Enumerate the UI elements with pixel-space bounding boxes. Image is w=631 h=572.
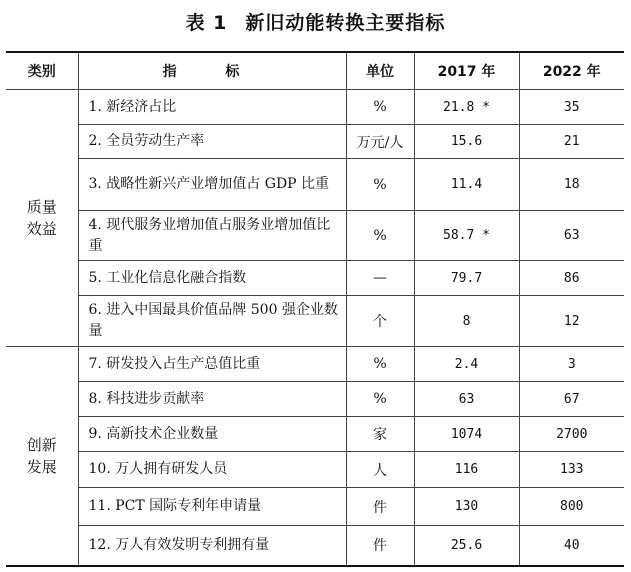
value-2017-cell: 21.8 * <box>414 90 519 125</box>
header-unit: 单位 <box>346 52 414 90</box>
header-category: 类别 <box>6 52 78 90</box>
category-cell <box>6 90 78 347</box>
category-line: 质量 <box>26 198 57 216</box>
value-2022-cell: 3 <box>519 347 624 382</box>
unit-cell: 人 <box>346 452 414 488</box>
unit-cell: % <box>346 90 414 125</box>
table-row <box>6 159 624 211</box>
value-2022-cell: 800 <box>519 488 624 526</box>
indicator-cell: 7. 研发投入占生产总值比重 <box>78 347 346 382</box>
indicator-cell: 3. 战略性新兴产业增加值占 GDP 比重 <box>78 159 346 211</box>
table-number: 表 1 <box>185 12 228 34</box>
value-2017-cell: 58.7 * <box>414 211 519 261</box>
value-2017-cell: 116 <box>414 452 519 488</box>
category-cell <box>6 347 78 566</box>
indicator-cell: 8. 科技进步贡献率 <box>78 382 346 417</box>
header-2017: 2017 年 <box>414 52 519 90</box>
indicator-cell: 11. PCT 国际专利年申请量 <box>78 488 346 526</box>
value-2017-cell: 8 <box>414 296 519 347</box>
unit-cell: — <box>346 261 414 296</box>
table-row <box>6 211 624 261</box>
unit-cell: 万元/人 <box>346 125 414 159</box>
table-row <box>6 261 624 296</box>
header-indicator: 指 标 <box>78 52 346 90</box>
value-2017-cell: 63 <box>414 382 519 417</box>
indicator-cell: 2. 全员劳动生产率 <box>78 125 346 159</box>
value-2017-cell: 1074 <box>414 417 519 452</box>
value-2022-cell: 2700 <box>519 417 624 452</box>
table-caption: 新旧动能转换主要指标 <box>245 12 446 34</box>
unit-cell: % <box>346 347 414 382</box>
value-2022-cell: 67 <box>519 382 624 417</box>
value-2022-cell: 21 <box>519 125 624 159</box>
header-row <box>6 52 624 90</box>
value-2022-cell: 86 <box>519 261 624 296</box>
table-row <box>6 526 624 566</box>
value-2017-cell: 79.7 <box>414 261 519 296</box>
unit-cell: 件 <box>346 488 414 526</box>
category-line: 发展 <box>26 457 57 476</box>
value-2022-cell: 35 <box>519 90 624 125</box>
table-row <box>6 90 624 125</box>
indicator-cell: 10. 万人拥有研发人员 <box>78 452 346 488</box>
indicator-cell: 1. 新经济占比 <box>78 90 346 125</box>
value-2022-cell: 133 <box>519 452 624 488</box>
table-row <box>6 296 624 347</box>
table-row <box>6 382 624 417</box>
indicator-cell: 6. 进入中国最具价值品牌 500 强企业数量 <box>78 296 346 347</box>
value-2022-cell: 12 <box>519 296 624 347</box>
category-line: 创新 <box>26 435 57 454</box>
unit-cell: 家 <box>346 417 414 452</box>
value-2017-cell: 2.4 <box>414 347 519 382</box>
table-row <box>6 347 624 382</box>
value-2022-cell: 63 <box>519 211 624 261</box>
table-row <box>6 452 624 488</box>
unit-cell: 件 <box>346 526 414 566</box>
indicator-cell: 4. 现代服务业增加值占服务业增加值比重 <box>78 211 346 261</box>
value-2017-cell: 11.4 <box>414 159 519 211</box>
indicator-cell: 9. 高新技术企业数量 <box>78 417 346 452</box>
indicator-cell: 12. 万人有效发明专利拥有量 <box>78 526 346 566</box>
value-2022-cell: 18 <box>519 159 624 211</box>
table-row <box>6 488 624 526</box>
unit-cell: 个 <box>346 296 414 347</box>
unit-cell: % <box>346 211 414 261</box>
value-2017-cell: 15.6 <box>414 125 519 159</box>
indicator-table <box>6 51 624 567</box>
header-2022: 2022 年 <box>519 52 624 90</box>
indicator-cell: 5. 工业化信息化融合指数 <box>78 261 346 296</box>
unit-cell: % <box>346 159 414 211</box>
value-2022-cell: 40 <box>519 526 624 566</box>
table-row <box>6 125 624 159</box>
unit-cell: % <box>346 382 414 417</box>
table-row <box>6 417 624 452</box>
table-title <box>0 8 631 35</box>
category-line: 效益 <box>26 220 57 238</box>
value-2017-cell: 25.6 <box>414 526 519 566</box>
value-2017-cell: 130 <box>414 488 519 526</box>
